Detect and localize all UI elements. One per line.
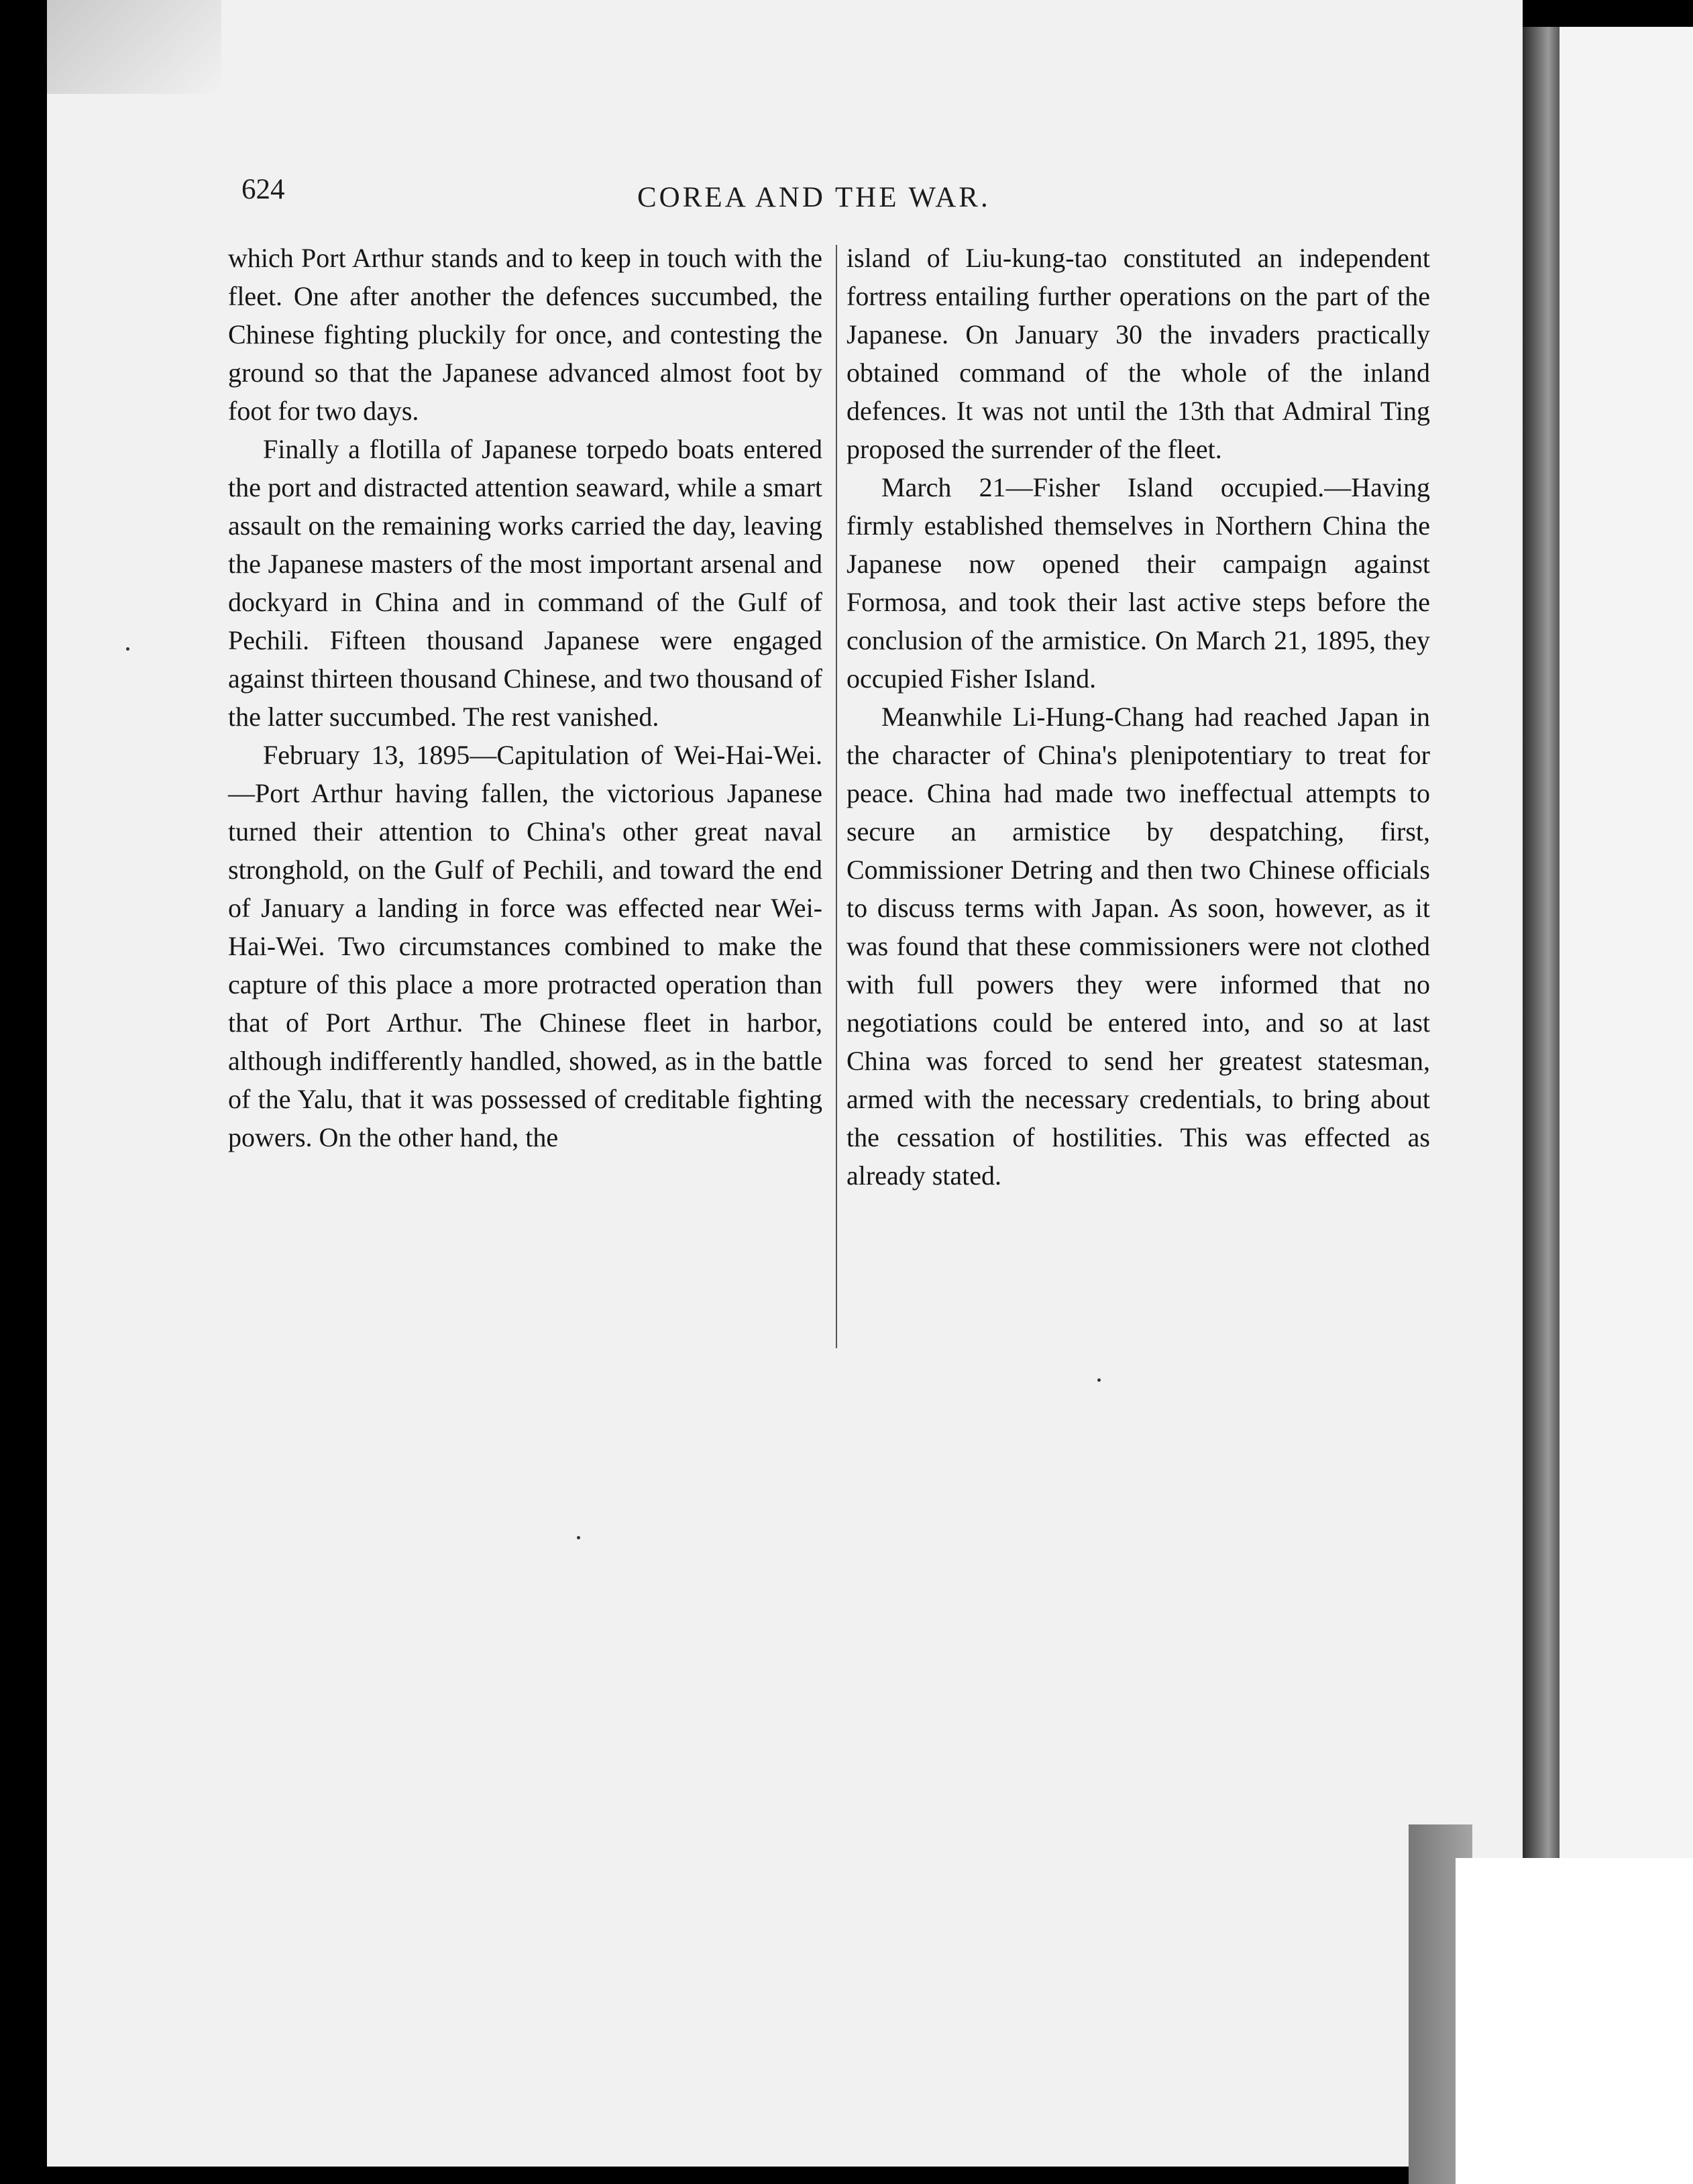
left-paragraph-3: February 13, 1895—Capitulation of Wei-Hai-Wei.—Port Arthur having fallen, the victorious Japanese turned their attention to China's other great naval stronghold, on the Gulf of Pechili, and toward the end of January a landing in force was effected near Wei-Hai-Wei. Two circumstances combined to make the capture of this place a more protracted operation than that of Port Arthur. The Chinese fleet in harbor, although indifferently handled, showed, as in the battle of the Yalu, that it was possessed of creditable fighting powers. On the other hand, the [228, 740, 822, 1152]
right-paragraph-2: March 21—Fisher Island occupied.—Having firmly established themselves in Northern China the Japanese now opened their campaign against Formosa, and took their last active steps before the conclusion of the armistice. On March 21, 1895, they occupied Fisher Island. [846, 472, 1430, 694]
left-paragraph-1: which Port Arthur stands and to keep in touch with the fleet. One after another the defences succumbed, the Chinese fighting pluckily for once, and contesting the ground so that the Japanese advanced almost foot by foot for two days. [228, 243, 822, 426]
right-column [846, 239, 1430, 1195]
page-number: 624 [241, 174, 285, 205]
page-shadow [47, 0, 221, 94]
scan-speck [577, 1536, 580, 1539]
scan-speck [126, 647, 129, 651]
running-head: COREA AND THE WAR. [637, 182, 991, 213]
left-paragraph-2: Finally a flotilla of Japanese torpedo boats entered the port and distracted attention seaward, while a smart assault on the remaining works carried the day, leaving the Japanese masters of the most important arsenal and dockyard in China and in command of the Gulf of Pechili. Fifteen thousand Japanese were engaged against thirteen thousand Chinese, and two thousand of the latter succumbed. The rest vanished. [228, 434, 822, 732]
column-divider [836, 245, 837, 1348]
scan-speck [1097, 1378, 1101, 1382]
left-column [228, 239, 822, 1156]
right-paragraph-3: Meanwhile Li-Hung-Chang had reached Japan in the character of China's plenipotentiary to treat for peace. China had made two ineffectual attempts to secure an armistice by despatching, first, Commissioner Detring and then two Chinese officials to discuss terms with Japan. As soon, however, as it was found that these commissioners were not clothed with full powers they were informed that no negotiations could be entered into, and so at last China was forced to send her greatest statesman, armed with the necessary credentials, to bring about the cessation of hostilities. This was effected as already stated. [846, 702, 1430, 1191]
facing-page-corner [1456, 1858, 1693, 2184]
right-paragraph-1: island of Liu-kung-tao constituted an independent fortress entailing further operations on the part of the Japanese. On January 30 the invaders practically obtained command of the whole of the inland defences. It was not until the 13th that Admiral Ting proposed the surrender of the fleet. [846, 243, 1430, 464]
